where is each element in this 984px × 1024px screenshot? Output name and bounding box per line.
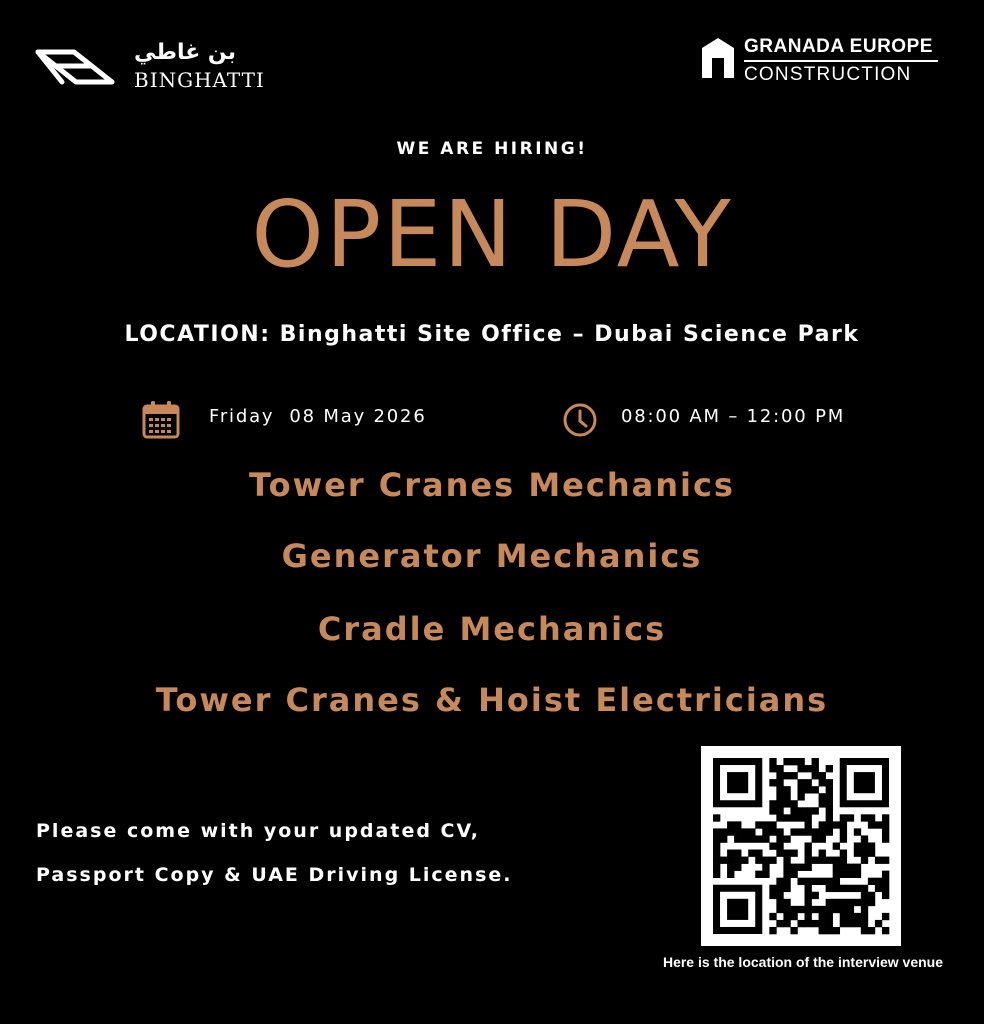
binghatti-logo-icon [34, 44, 120, 90]
brand-line-1: GRANADA EUROPE [744, 36, 933, 57]
qr-caption: Here is the location of the interview venue [662, 954, 944, 970]
brand-latin-name: BINGHATTI [134, 68, 265, 92]
location-text: LOCATION: Binghatti Site Office – Dubai Science Park [124, 322, 860, 347]
calendar-icon [141, 400, 181, 440]
page-title: OPEN DAY [251, 181, 733, 288]
brand-divider [744, 60, 938, 62]
job-title: Generator Mechanics [281, 537, 703, 575]
hiring-tagline: WE ARE HIRING! [396, 139, 588, 159]
event-date: Friday 08 May 2026 [209, 406, 427, 427]
job-title: Tower Cranes Mechanics [249, 466, 735, 504]
qr-code-icon [701, 746, 901, 946]
brand-line-2: CONSTRUCTION [744, 64, 912, 85]
granada-logo [700, 34, 950, 84]
brand-arabic-name: بن غاطي [134, 40, 236, 65]
event-time: 08:00 AM – 12:00 PM [621, 406, 846, 427]
job-title: Tower Cranes & Hoist Electricians [155, 681, 829, 719]
instruction-line: Please come with your updated CV, [36, 820, 480, 842]
clock-icon [562, 402, 598, 438]
binghatti-logo [34, 40, 274, 100]
granada-logo-icon [700, 36, 736, 80]
instruction-line: Passport Copy & UAE Driving License. [36, 864, 513, 886]
qr-code[interactable] [701, 746, 901, 946]
job-title: Cradle Mechanics [317, 610, 667, 648]
